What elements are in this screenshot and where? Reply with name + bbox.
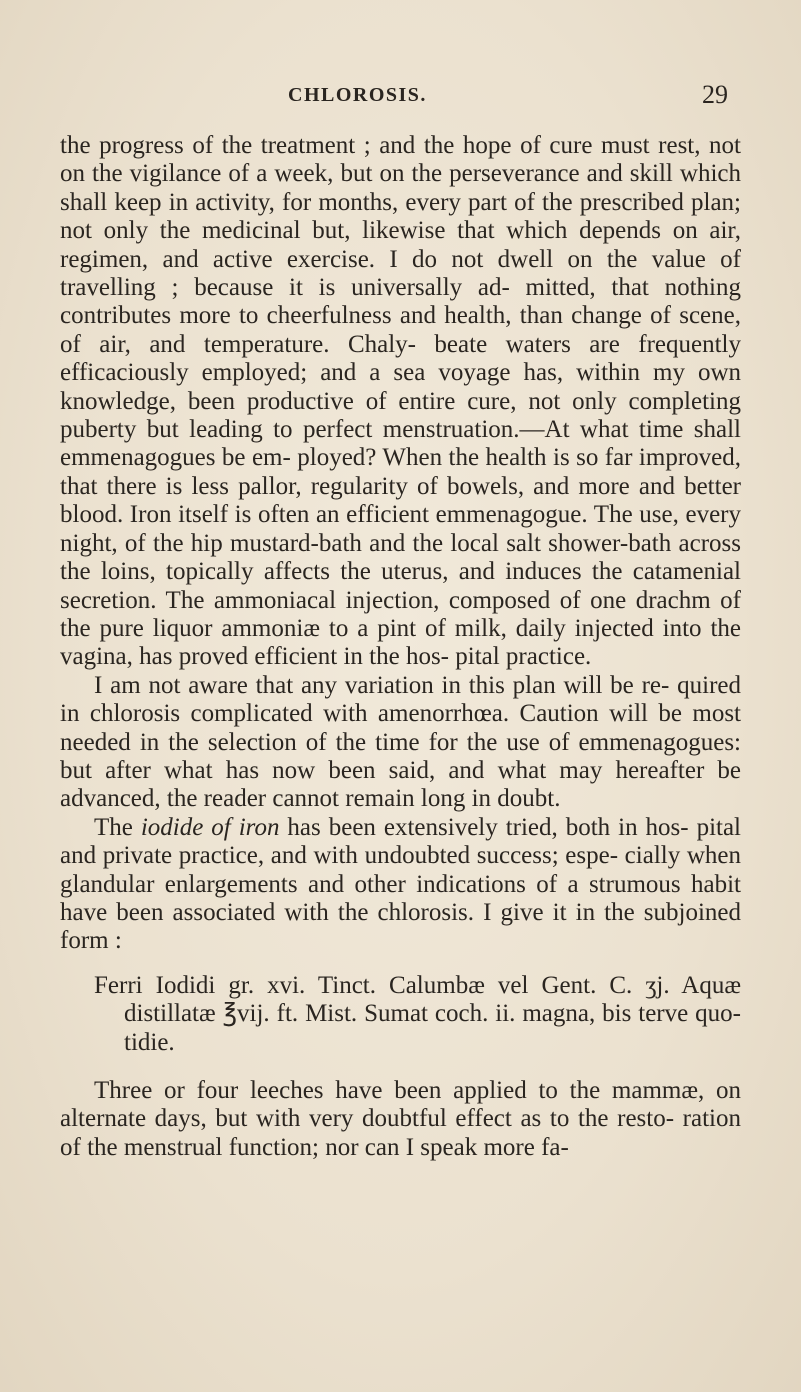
prescription: Ferri Iodidi gr. xvi. Tinct. Calumbæ vel Gent. C. ʒj. Aquæ distillatæ ℥vij. ft. Mist. Sumat coch. ii. magna, bis terve quo- tidie. (94, 971, 741, 1056)
paragraph-3-rest: has been extensively tried, both in hos- pital and private practice, and with undoubted success; espe- cially when glandular enlargements and other indications of a strumous habit have been associated with the chlorosis. I give it in the subjoined form : (60, 813, 741, 955)
body-text (60, 132, 741, 1162)
paragraph-4: Three or four leeches have been applied to the mammæ, on alternate days, but with very doubtful effect as to the resto- ration of the menstrual function; nor can I speak more fa- (60, 1077, 741, 1161)
running-head (0, 80, 801, 114)
page-number: 29 (702, 80, 728, 109)
paragraph-2: I am not aware that any variation in this plan will be re- quired in chlorosis complicated with amenorrhœa. Caution will be most needed in the selection of the time for the use of emmenagogues: but after what has now been said, and what may hereafter be advanced, the reader cannot remain long in doubt. (60, 671, 741, 813)
paragraph-3-italic: iodide of iron (140, 813, 280, 841)
paragraph-3-lead: The (94, 813, 141, 841)
running-title: CHLOROSIS. (288, 84, 427, 106)
paragraph-3 (60, 814, 741, 956)
paragraph-1: the progress of the treatment ; and the hope of cure must rest, not on the vigilance of a week, but on the perseverance and skill which shall keep in activity, for months, every part of the prescribed plan; not only the medicinal but, likewise that which depends on air, regimen, and active exercise. I do not dwell on the value of travelling ; because it is universally ad- mitted, that nothing contributes more to cheerfulness and health, than change of scene, of air, and temperature. Chaly- beate waters are frequently efficaciously employed; and a sea voyage has, within my own knowledge, been productive of entire cure, not only completing puberty but leading to perfect menstruation.—At what time shall emmenagogues be em- ployed? When the health is so far improved, that there is less pallor, regularity of bowels, and more and better blood. Iron itself is often an efficient emmenagogue. The use, every night, of the hip mustard-bath and the local salt shower-bath across the loins, topically affects the uterus, and induces the catamenial secretion. The ammoniacal injection, composed of one drachm of the pure liquor ammoniæ to a pint of milk, daily injected into the vagina, has proved efficient in the hos- pital practice. (60, 132, 741, 671)
